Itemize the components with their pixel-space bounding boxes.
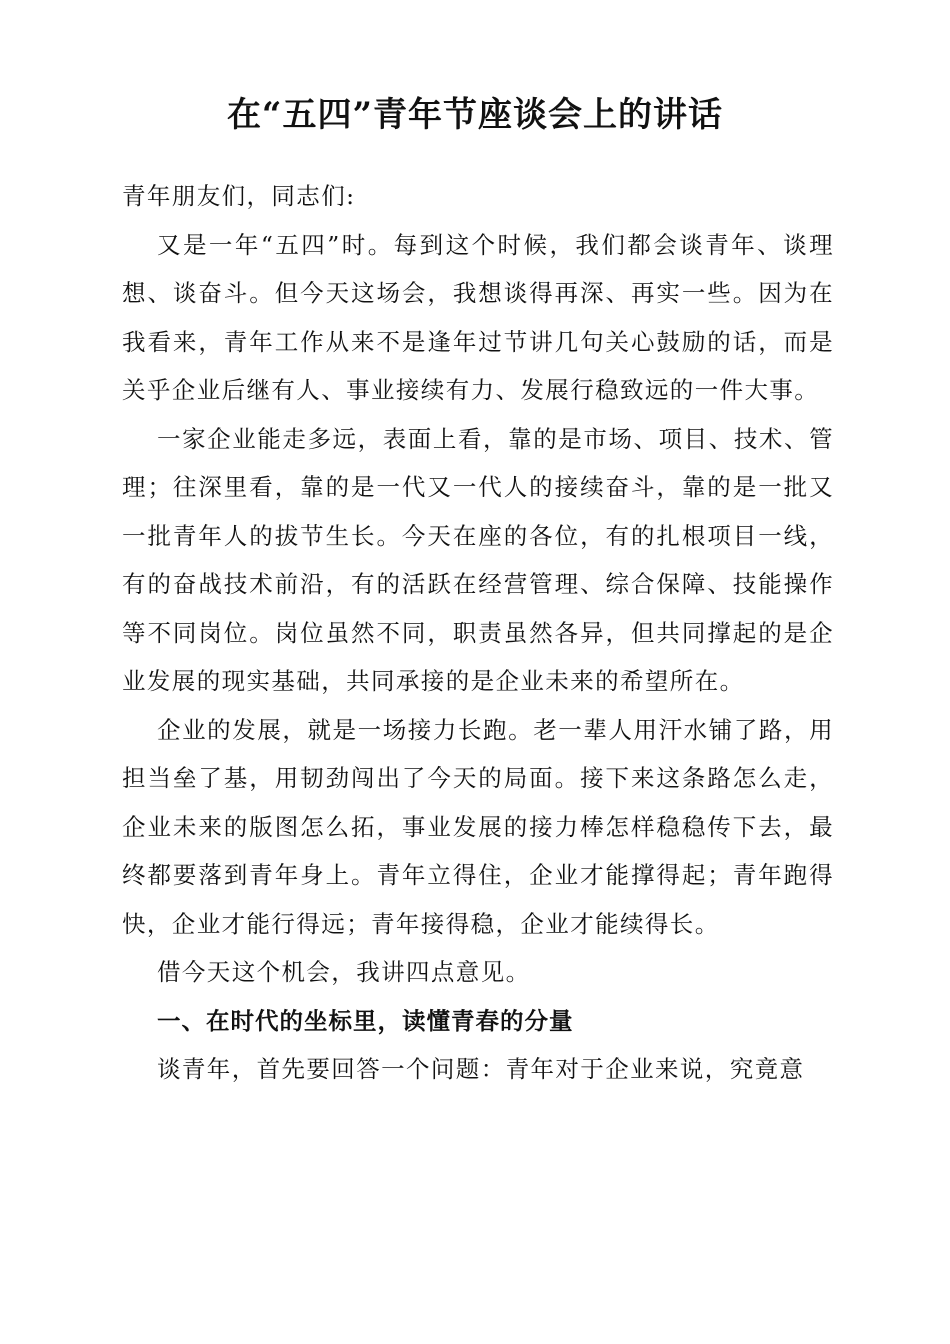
paragraph: 一家企业能走多远，表面上看，靠的是市场、项目、技术、管理；往深里看，靠的是一代又一代人的接续奋斗，靠的是一批又一批青年人的拔节生长。今天在座的各位，有的扎根项目一线，有的奋战技术前沿，有的活跃在经营管理、综合保障、技能操作等不同岗位。岗位虽然不同，职责虽然各异，但共同撑起的是企业发展的现实基础，共同承接的是企业未来的希望所在。 xyxy=(122,424,834,695)
section-heading: 一、在时代的坐标里，读懂青春的分量 xyxy=(157,1006,574,1035)
paragraph: 谈青年，首先要回答一个问题：青年对于企业来说，究竟意 xyxy=(157,1055,805,1083)
document-body xyxy=(122,172,834,1094)
paragraph: 又是一年“五四”时。每到这个时候，我们都会谈青年、谈理想、谈奋斗。但今天这场会，我想谈得再深、再实一些。因为在我看来，青年工作从来不是逢年过节讲几句关心鼓励的话，而是关乎企业后继有人、事业接续有力、发展行稳致远的一件大事。 xyxy=(122,230,834,404)
paragraph: 企业的发展，就是一场接力长跑。老一辈人用汗水铺了路，用担当垒了基，用韧劲闯出了今天的局面。接下来这条路怎么走，企业未来的版图怎么拓，事业发展的接力棒怎样稳稳传下去，最终都要落到青年身上。青年立得住，企业才能撑得起；青年跑得快，企业才能行得远；青年接得稳，企业才能续得长。 xyxy=(122,715,834,938)
document-title: 在“五四”青年节座谈会上的讲话 xyxy=(226,95,724,135)
paragraph: 借今天这个机会，我讲四点意见。 xyxy=(157,958,531,986)
salutation: 青年朋友们，同志们: xyxy=(122,182,356,210)
